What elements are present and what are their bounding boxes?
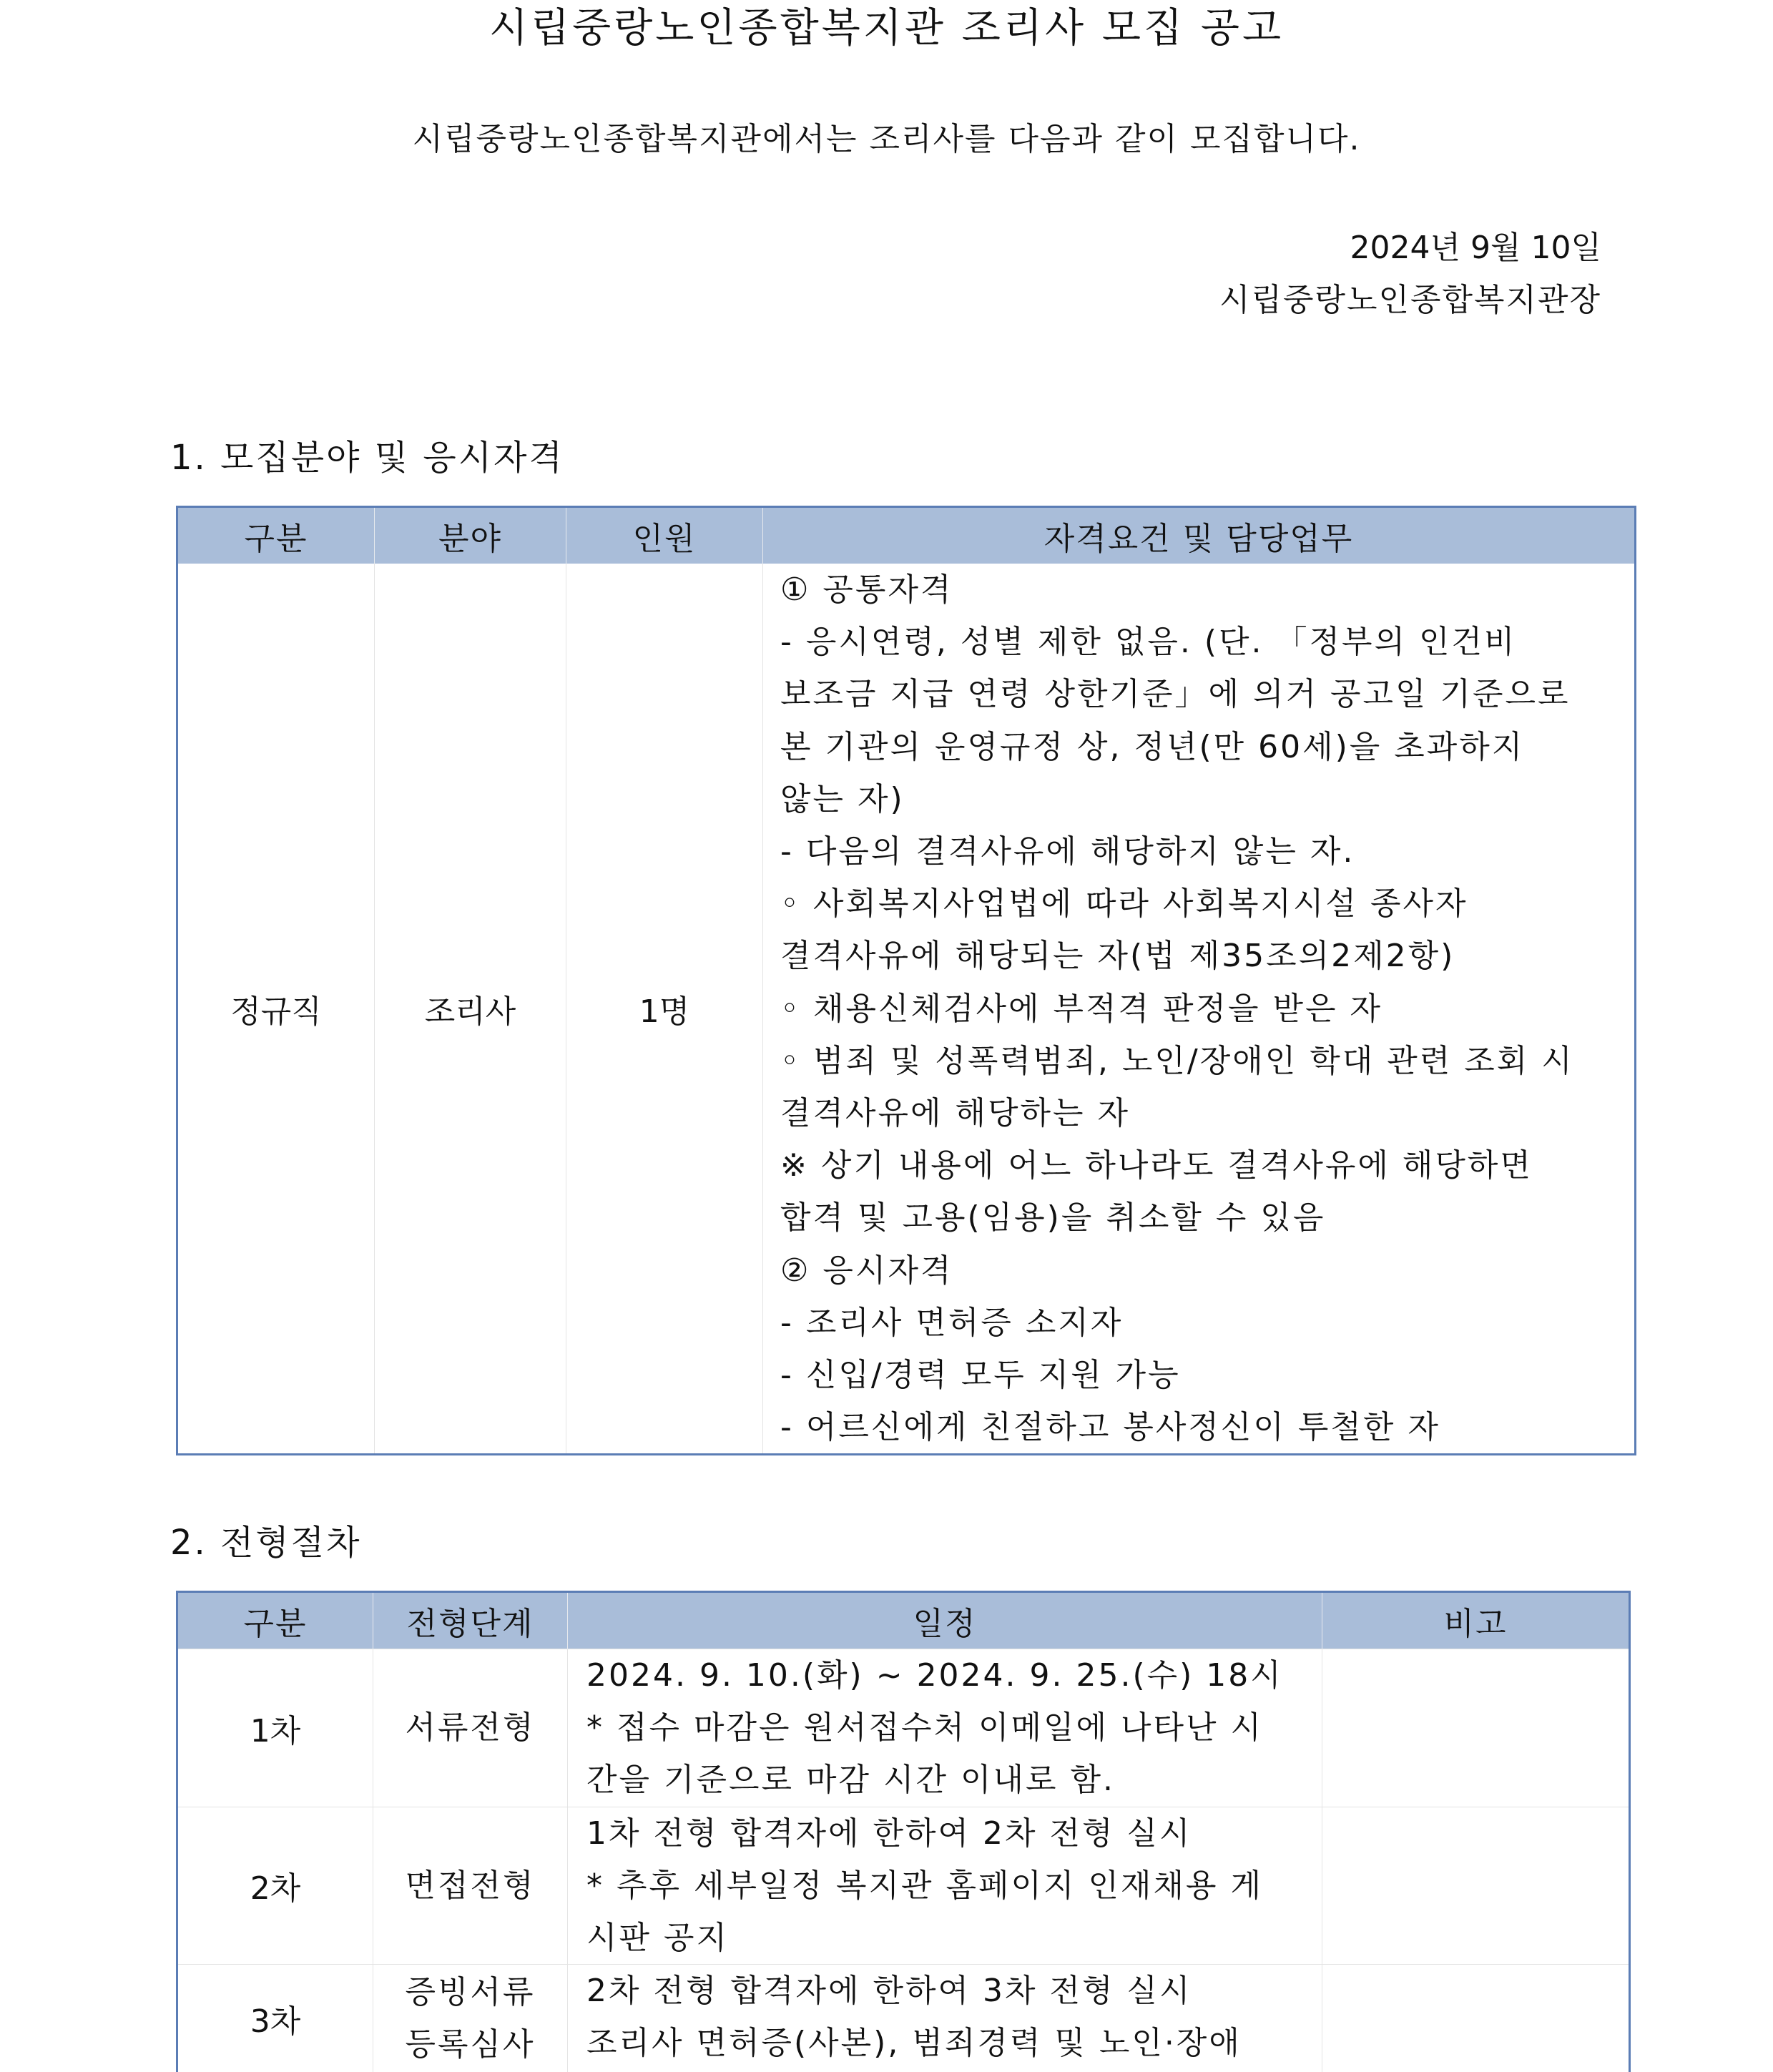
requirement-line: - 조리사 면허증 소지자 — [780, 1304, 1124, 1341]
schedule-line: 2차 전형 합격자에 한하여 3차 전형 실시 — [586, 1973, 1192, 2010]
cell-requirements — [763, 564, 1636, 1455]
issuer-name: 시립중랑노인종합복지관장 — [1219, 282, 1601, 318]
page-title: 시립중랑노인종합복지관 조리사 모집 공고 — [488, 5, 1285, 51]
schedule-line: 간을 기준으로 마감 시간 이내로 함. — [586, 1762, 1115, 1799]
stage-line: 서류전형 — [405, 1709, 536, 1747]
intro-text: 시립중랑노인종합복지관에서는 조리사를 다음과 같이 모집합니다. — [412, 121, 1361, 157]
selection-process-table — [176, 1591, 1631, 2072]
stage-line: 등록심사 — [405, 2026, 536, 2063]
schedule-line: * 접수 마감은 원서접수처 이메일에 나타난 시 — [586, 1709, 1263, 1747]
requirement-line: 본 기관의 운영규정 상, 정년(만 60세)을 초과하지 — [780, 728, 1525, 765]
schedule-line: 2024. 9. 10.(화) ~ 2024. 9. 25.(수) 18시 — [586, 1657, 1283, 1694]
section-1-title: 1. 모집분야 및 응시자격 — [170, 438, 564, 478]
cell-round: 1차 — [177, 1649, 373, 1807]
schedule-line: 조리사 면허증(사본), 범죄경력 및 노인·장애 — [586, 2025, 1242, 2062]
header-field: 분야 — [375, 507, 566, 564]
cell-note — [1322, 1965, 1630, 2072]
requirement-line: ① 공통자격 — [780, 571, 953, 608]
cell-count: 1명 — [566, 564, 763, 1455]
requirement-line: 합격 및 고용(임용)을 취소할 수 있음 — [780, 1199, 1326, 1237]
cell-stage — [373, 1965, 568, 2072]
cell-stage — [373, 1649, 568, 1807]
requirement-line: 보조금 지급 연령 상한기준」에 의거 공고일 기준으로 — [780, 676, 1571, 713]
requirement-line: - 어르신에게 친절하고 봉사정신이 투철한 자 — [780, 1409, 1440, 1446]
cell-schedule — [568, 1649, 1322, 1807]
cell-stage — [373, 1807, 568, 1965]
cell-type: 정규직 — [177, 564, 375, 1455]
requirement-line: ◦ 범죄 및 성폭력범죄, 노인/장애인 학대 관련 조회 시 — [780, 1042, 1574, 1079]
notice-date: 2024년 9월 10일 — [1350, 230, 1601, 266]
requirement-line: 결격사유에 해당되는 자(법 제35조의2제2항) — [780, 938, 1455, 975]
section-2-title: 2. 전형절차 — [170, 1523, 362, 1563]
table-header-row — [177, 1592, 1630, 1649]
requirement-line: ◦ 채용신체검사에 부적격 판정을 받은 자 — [780, 990, 1382, 1027]
table-row — [177, 564, 1636, 1455]
cell-field: 조리사 — [375, 564, 566, 1455]
header-stage: 전형단계 — [373, 1592, 568, 1649]
requirement-line: ※ 상기 내용에 어느 하나라도 결격사유에 해당하면 — [780, 1147, 1533, 1184]
requirement-line: - 응시연령, 성별 제한 없음. (단. 「정부의 인건비 — [780, 624, 1517, 661]
recruitment-table — [176, 506, 1636, 1455]
header-type: 구분 — [177, 507, 375, 564]
schedule-line: * 추후 세부일정 복지관 홈페이지 인재채용 게 — [586, 1867, 1263, 1904]
cell-round: 2차 — [177, 1807, 373, 1965]
stage-line: 증빙서류 — [405, 1973, 536, 2010]
header-schedule: 일정 — [568, 1592, 1322, 1649]
requirement-line: ② 응시자격 — [780, 1252, 953, 1289]
requirement-line: ◦ 사회복지사업법에 따라 사회복지시설 종사자 — [780, 885, 1468, 923]
cell-schedule — [568, 1807, 1322, 1965]
stage-line: 면접전형 — [405, 1867, 536, 1904]
requirement-line: 않는 자) — [780, 780, 905, 817]
requirement-line: - 신입/경력 모두 지원 가능 — [780, 1357, 1181, 1394]
header-requirements: 자격요건 및 담당업무 — [763, 507, 1636, 564]
cell-round: 3차 — [177, 1965, 373, 2072]
header-count: 인원 — [566, 507, 763, 564]
schedule-line: 1차 전형 합격자에 한하여 2차 전형 실시 — [586, 1815, 1192, 1852]
table-row — [177, 1807, 1630, 1965]
table-row — [177, 1649, 1630, 1807]
cell-schedule — [568, 1965, 1322, 2072]
schedule-line: 시판 공지 — [586, 1920, 730, 1957]
header-note: 비고 — [1322, 1592, 1630, 1649]
table-row — [177, 1965, 1630, 2072]
cell-note — [1322, 1807, 1630, 1965]
requirement-line: - 다음의 결격사유에 해당하지 않는 자. — [780, 833, 1355, 870]
requirement-line: 결격사유에 해당하는 자 — [780, 1095, 1131, 1132]
table-header-row — [177, 507, 1636, 564]
cell-note — [1322, 1649, 1630, 1807]
header-round: 구분 — [177, 1592, 373, 1649]
